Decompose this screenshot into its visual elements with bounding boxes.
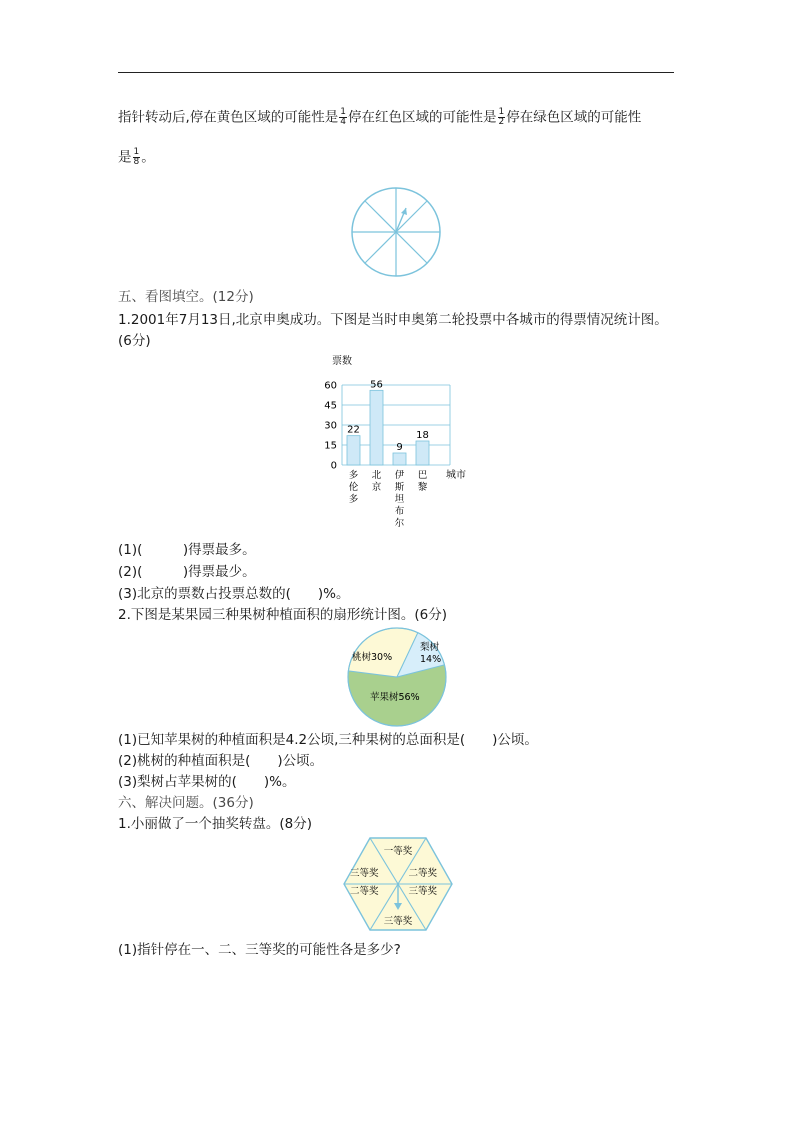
intro-line-1	[118, 108, 641, 127]
pie-label-pear-pct: 14%	[420, 654, 442, 665]
y-tick-label: 45	[324, 400, 337, 412]
fraction-red: $\frac{1}{2}$	[498, 107, 505, 127]
bar-value-label: 56	[370, 379, 383, 391]
y-tick-label: 60	[324, 380, 337, 392]
bar	[393, 453, 406, 465]
fraction-yellow: $\frac{1}{4}$	[340, 107, 347, 127]
bar-chart-xlabels	[349, 469, 428, 529]
prize-label-top: 一等奖	[383, 846, 413, 857]
section-5-heading: 五、看图填空。(12分)	[118, 289, 254, 305]
x-category-label: 多伦多	[348, 470, 359, 505]
prize-label-lower-left: 二等奖	[350, 886, 379, 897]
pie-label-apple: 苹果树56%	[370, 692, 420, 703]
prize-label-lower-right: 三等奖	[408, 886, 437, 897]
x-category-label: 伊斯坦布尔	[394, 470, 405, 529]
intro-text-5: 。	[141, 149, 155, 166]
q5-2-b: (2)桃树的种植面积是( )公顷。	[118, 753, 324, 769]
intro-text-1: 指针转动后,停在黄色区域的可能性是	[118, 109, 339, 126]
orchard-pie-chart	[344, 626, 450, 728]
spinner-pointer-head	[401, 208, 407, 215]
top-rule	[118, 72, 674, 73]
q6-1-text: 1.小丽做了一个抽奖转盘。(8分)	[118, 816, 313, 832]
y-tick-label: 30	[324, 420, 337, 432]
q5-2-text: 2.下图是某果园三种果树种植面积的扇形统计图。(6分)	[118, 607, 448, 623]
bar-chart-ylabel: 票数	[332, 356, 352, 367]
prize-label-upper-left: 三等奖	[350, 868, 379, 879]
section-6-heading: 六、解决问题。(36分)	[118, 795, 254, 811]
spinner-wheel	[350, 186, 442, 278]
x-category-label: 北京	[371, 470, 382, 493]
y-tick-label: 15	[324, 440, 337, 452]
y-tick-label: 0	[330, 460, 337, 472]
bar-chart-xlabel: 城市	[446, 470, 466, 481]
pie-label-pear-name: 梨树	[420, 642, 440, 653]
fraction-green: $\frac{1}{8}$	[133, 147, 140, 167]
bar-value-label: 18	[416, 430, 429, 441]
vote-bar-chart	[318, 350, 478, 540]
x-category-label: 巴黎	[417, 470, 428, 493]
intro-line-2	[118, 148, 155, 167]
bar-value-label: 22	[347, 424, 360, 436]
intro-text-2: 停在红色区域的可能性是	[348, 109, 497, 126]
intro-text-4: 是	[118, 149, 132, 166]
bar	[347, 436, 360, 465]
q5-1-a: (1)( )得票最多。	[118, 542, 256, 558]
intro-text-3: 停在绿色区域的可能性	[506, 109, 642, 126]
q5-1-c: (3)北京的票数占投票总数的( )%。	[118, 586, 350, 602]
q5-2-c: (3)梨树占苹果树的( )%。	[118, 774, 296, 790]
q5-1-text: 1.2001年7月13日,北京申奥成功。下图是当时申奥第二轮投票中各城市的得票情况统计图。	[118, 312, 668, 328]
q5-2-a: (1)已知苹果树的种植面积是4.2公顷,三种果树的总面积是( )公顷。	[118, 732, 538, 748]
q5-1-b: (2)( )得票最少。	[118, 564, 256, 580]
prize-label-upper-right: 二等奖	[408, 868, 437, 879]
prize-label-bottom: 三等奖	[383, 916, 413, 927]
q6-1-a: (1)指针停在一、二、三等奖的可能性各是多少?	[118, 942, 401, 958]
q5-1-score: (6分)	[118, 333, 151, 349]
bar-chart-bars	[347, 379, 429, 465]
bar-chart-yticks	[324, 381, 337, 472]
bar	[370, 390, 383, 465]
bar-value-label: 9	[396, 442, 403, 453]
pie-label-peach: 桃树30%	[352, 652, 393, 663]
prize-wheel	[342, 836, 454, 932]
bar	[416, 441, 429, 465]
